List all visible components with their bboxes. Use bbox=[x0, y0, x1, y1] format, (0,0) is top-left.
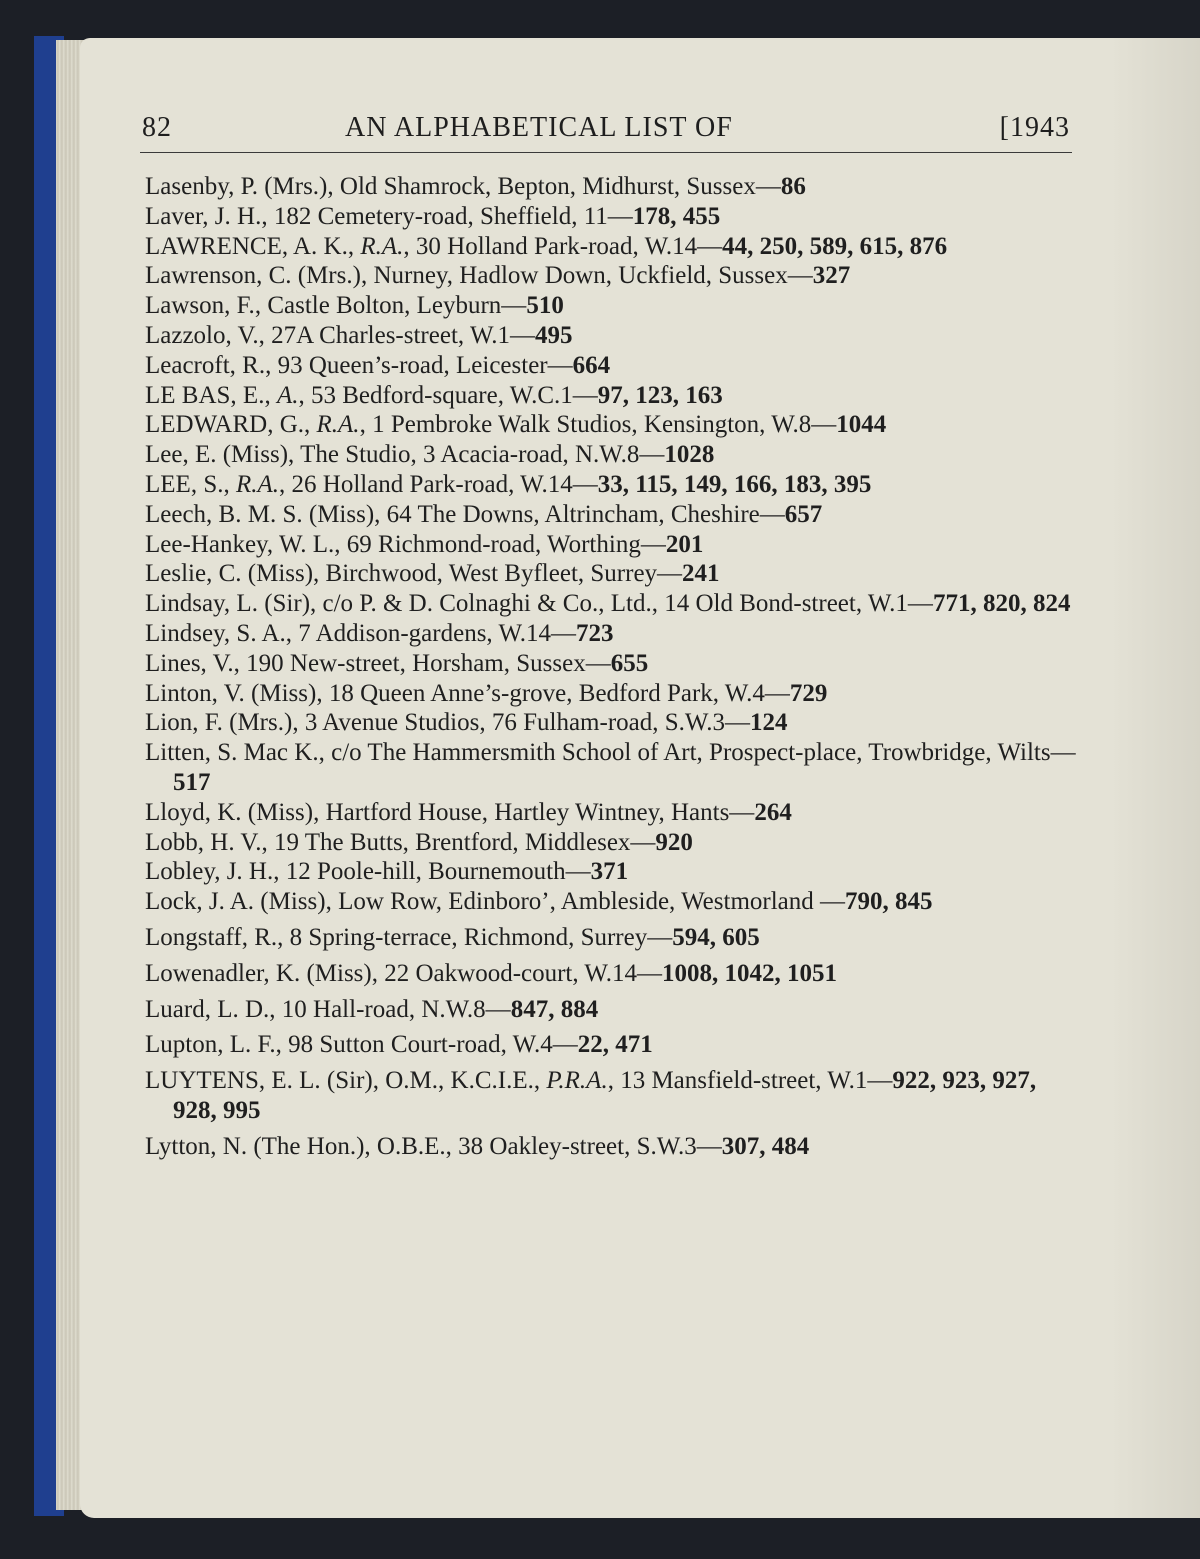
entry-address: , Old Shamrock, Bepton, Midhurst, Sussex— bbox=[327, 173, 781, 200]
list-entry bbox=[145, 1132, 1085, 1162]
entry-refs: 86 bbox=[780, 173, 806, 200]
running-header bbox=[140, 112, 1070, 162]
entry-name: Longstaff, R. bbox=[145, 923, 278, 951]
entry-address: , 12 Poole-hill, Bournemouth— bbox=[273, 858, 591, 886]
entry-refs: 124 bbox=[749, 709, 788, 737]
entry-refs: 264 bbox=[754, 798, 792, 826]
entry-list bbox=[145, 172, 1085, 1162]
entry-refs: 44, 250, 589, 615, 876 bbox=[722, 232, 948, 260]
header-rule bbox=[140, 152, 1072, 153]
list-entry bbox=[145, 381, 1085, 411]
entry-name: Leacroft, R. bbox=[145, 351, 266, 379]
entry-refs: 664 bbox=[572, 351, 611, 379]
running-title: AN ALPHABETICAL LIST OF bbox=[345, 112, 733, 143]
entry-name: Luard, L. D. bbox=[145, 995, 270, 1023]
list-entry bbox=[145, 798, 1085, 828]
entry-qualification: A. bbox=[276, 381, 299, 409]
entry-refs: 97, 123, 163 bbox=[597, 381, 723, 409]
list-entry bbox=[145, 679, 1085, 709]
entry-refs: 922, 923, 927, 928, 995 bbox=[173, 1067, 1037, 1124]
entry-address: , 53 Bedford-square, W.C.1— bbox=[298, 381, 598, 409]
list-entry bbox=[145, 887, 1085, 917]
list-entry bbox=[145, 351, 1085, 381]
entry-name: Lee-Hankey, W. L. bbox=[145, 530, 335, 558]
entry-name: Lee, E. (Miss) bbox=[145, 441, 289, 469]
list-entry bbox=[145, 261, 1085, 291]
entry-name: Lawson, F. bbox=[145, 292, 255, 320]
list-entry bbox=[145, 923, 1085, 953]
entry-address: , 13 Mansfield-street, W.1— bbox=[607, 1067, 893, 1095]
list-entry bbox=[145, 649, 1085, 679]
entry-name: Lines, V. bbox=[145, 649, 234, 677]
entry-refs: 771, 820, 824 bbox=[932, 590, 1071, 618]
list-entry bbox=[145, 232, 1085, 262]
entry-refs: 657 bbox=[784, 500, 823, 528]
entry-name: Lasenby, P. (Mrs.) bbox=[145, 173, 328, 200]
entry-refs: 178, 455 bbox=[632, 202, 721, 230]
entry-refs: 920 bbox=[655, 828, 693, 856]
entry-name: LEDWARD, G., bbox=[145, 411, 317, 439]
entry-address: , 190 New-street, Horsham, Sussex— bbox=[233, 649, 611, 677]
entry-refs: 1044 bbox=[836, 411, 887, 439]
list-entry bbox=[145, 500, 1085, 530]
entry-name: Linton, V. (Miss) bbox=[145, 679, 317, 707]
entry-address: , The Studio, 3 Acacia-road, N.W.8— bbox=[288, 441, 665, 469]
entry-refs: 1008, 1042, 1051 bbox=[661, 959, 837, 987]
entry-address: , 26 Holland Park-road, W.14— bbox=[279, 470, 598, 498]
entry-address: , 18 Queen Anne’s-grove, Bedford Park, W.4— bbox=[316, 679, 790, 707]
list-entry bbox=[145, 530, 1085, 560]
entry-refs: 201 bbox=[665, 530, 704, 558]
entry-refs: 307, 484 bbox=[721, 1132, 810, 1160]
entry-name: Lawrenson, C. (Mrs.) bbox=[145, 262, 361, 290]
entry-address: , 7 Addison-gardens, W.14— bbox=[285, 619, 577, 647]
list-entry bbox=[145, 1066, 1085, 1126]
entry-qualification: P.R.A. bbox=[546, 1067, 608, 1095]
entry-address: , 27A Charles-street, W.1— bbox=[258, 321, 535, 349]
entry-name: Lytton, N. (The Hon.), O.B.E. bbox=[145, 1132, 446, 1160]
entry-address: , c/o P. & D. Colnaghi & Co., Ltd., 14 Old Bond-street, W.1— bbox=[310, 590, 933, 618]
entry-refs: 790, 845 bbox=[845, 888, 933, 916]
entry-address: , Birchwood, West Byfleet, Surrey— bbox=[313, 560, 683, 588]
entry-address: , 38 Oakley-street, S.W.3— bbox=[445, 1132, 722, 1160]
entry-refs: 33, 115, 149, 166, 183, 395 bbox=[597, 470, 872, 498]
entry-name: Lindsey, S. A. bbox=[145, 619, 286, 647]
entry-refs: 723 bbox=[576, 619, 614, 647]
list-entry bbox=[145, 559, 1085, 589]
entry-address: , 8 Spring-terrace, Richmond, Surrey— bbox=[277, 923, 673, 951]
entry-qualification: R.A. bbox=[316, 411, 360, 439]
list-entry bbox=[145, 1030, 1085, 1060]
list-entry bbox=[145, 589, 1085, 619]
entry-name: LEE, S., bbox=[145, 470, 236, 498]
entry-refs: 594, 605 bbox=[672, 923, 760, 951]
entry-refs: 495 bbox=[535, 321, 573, 349]
page-number: 82 bbox=[142, 112, 172, 143]
list-entry bbox=[145, 857, 1085, 887]
entry-refs: 847, 884 bbox=[510, 995, 599, 1023]
entry-address: , 93 Queen’s-road, Leicester— bbox=[265, 351, 573, 379]
list-entry bbox=[145, 410, 1085, 440]
entry-address: , 1 Pembroke Walk Studios, Kensington, W.8— bbox=[359, 411, 837, 439]
entry-address: , Nurney, Hadlow Down, Uckfield, Sussex— bbox=[360, 262, 813, 290]
entry-address: , Castle Bolton, Leyburn— bbox=[254, 292, 527, 320]
entry-name: Lion, F. (Mrs.) bbox=[145, 709, 293, 737]
entry-name: Lloyd, K. (Miss) bbox=[145, 798, 314, 826]
header-year: [1943 bbox=[999, 112, 1070, 143]
entry-address: , Low Row, Edinboro’, Ambleside, Westmorland — bbox=[325, 888, 846, 916]
entry-refs: 327 bbox=[812, 262, 851, 290]
list-entry bbox=[145, 708, 1085, 738]
entry-address: , 3 Avenue Studios, 76 Fulham-road, S.W.3— bbox=[292, 709, 750, 737]
entry-qualification: R.A. bbox=[235, 470, 280, 498]
entry-address: , Hartford House, Hartley Wintney, Hants— bbox=[313, 798, 755, 826]
entry-refs: 371 bbox=[590, 858, 629, 886]
entry-name: LE BAS, E., bbox=[145, 381, 277, 409]
entry-refs: 241 bbox=[682, 560, 720, 588]
entry-address: , 182 Cemetery-road, Sheffield, 11— bbox=[261, 202, 633, 230]
list-entry bbox=[145, 995, 1085, 1025]
entry-address: , 64 The Downs, Altrincham, Cheshire— bbox=[374, 500, 785, 528]
list-entry bbox=[145, 828, 1085, 858]
entry-address: , 19 The Butts, Brentford, Middlesex— bbox=[261, 828, 656, 856]
entry-qualification: R.A. bbox=[360, 232, 404, 260]
entry-address: , 22 Oakwood-court, W.14— bbox=[371, 959, 662, 987]
entry-address: , 30 Holland Park-road, W.14— bbox=[403, 232, 723, 260]
entry-address: , 10 Hall-road, N.W.8— bbox=[269, 995, 511, 1023]
entry-address: , 69 Richmond-road, Worthing— bbox=[334, 530, 666, 558]
list-entry bbox=[145, 619, 1085, 649]
entry-refs: 655 bbox=[610, 649, 649, 677]
list-entry bbox=[145, 321, 1085, 351]
list-entry bbox=[145, 291, 1085, 321]
list-entry bbox=[145, 959, 1085, 989]
entry-address: , 98 Sutton Court-road, W.4— bbox=[275, 1031, 578, 1059]
entry-name: Lowenadler, K. (Miss) bbox=[145, 959, 372, 987]
entry-name: Leslie, C. (Miss) bbox=[145, 560, 314, 588]
entry-name: Lock, J. A. (Miss) bbox=[145, 888, 326, 916]
entry-name: Laver, J. H. bbox=[145, 202, 262, 230]
entry-refs: 1028 bbox=[664, 441, 715, 469]
entry-refs: 510 bbox=[526, 292, 564, 320]
list-entry bbox=[145, 470, 1085, 500]
entry-name: Lazzolo, V. bbox=[145, 321, 259, 349]
entry-name: Litten, S. Mac K. bbox=[145, 739, 319, 767]
entry-name: Lupton, L. F. bbox=[145, 1031, 276, 1059]
entry-name: LAWRENCE, A. K., bbox=[145, 232, 361, 260]
entry-name: LUYTENS, E. L. (Sir), O.M., K.C.I.E., bbox=[145, 1067, 547, 1095]
entry-name: Lobley, J. H. bbox=[145, 858, 274, 886]
entry-refs: 517 bbox=[173, 768, 211, 796]
list-entry bbox=[145, 172, 1085, 202]
list-entry bbox=[145, 440, 1085, 470]
entry-refs: 729 bbox=[789, 679, 828, 707]
list-entry bbox=[145, 738, 1085, 798]
entry-name: Lindsay, L. (Sir) bbox=[145, 590, 311, 618]
entry-address: , c/o The Hammersmith School of Art, Prospect-place, Trowbridge, Wilts— bbox=[318, 739, 1076, 767]
list-entry bbox=[145, 202, 1085, 232]
entry-name: Leech, B. M. S. (Miss) bbox=[145, 500, 375, 528]
entry-name: Lobb, H. V. bbox=[145, 828, 262, 856]
entry-refs: 22, 471 bbox=[577, 1031, 653, 1059]
